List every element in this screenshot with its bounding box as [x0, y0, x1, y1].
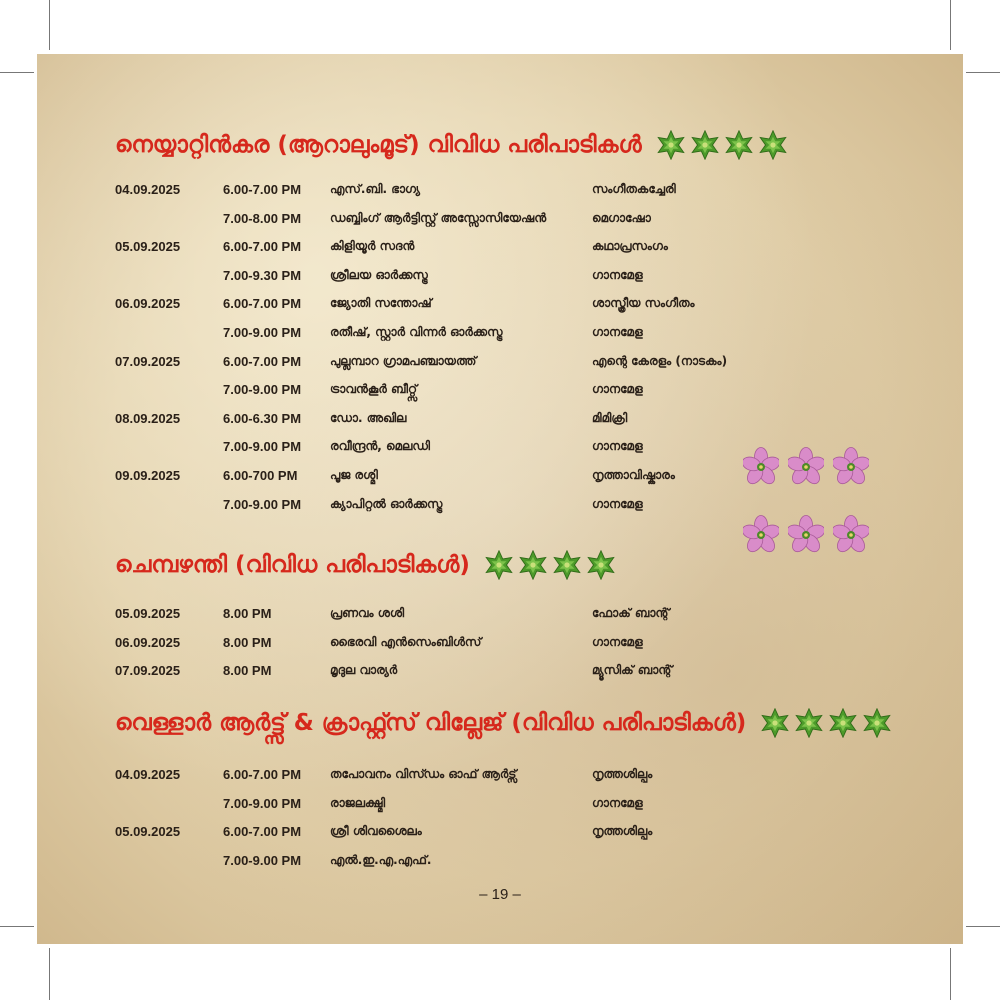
row-performer: തപോവനം വിസ്ഡം ഓഫ് ആർട്സ്	[330, 767, 517, 781]
row-performer: കിളിയൂർ സദൻ	[330, 239, 415, 254]
schedule-row	[115, 602, 915, 626]
star-icon	[552, 550, 582, 580]
schedule-row	[115, 350, 915, 374]
pink-flower-icon	[833, 447, 869, 487]
crop-mark-br-h	[966, 926, 1000, 927]
row-time: 6.00-7.00 PM	[223, 239, 302, 255]
row-time: 8.00 PM	[223, 634, 272, 650]
row-performer: ശ്രീ ശിവശൈലം	[330, 824, 422, 839]
section-title-text: ചെമ്പഴന്തി (വിവിധ പരിപാടികൾ)	[115, 552, 470, 578]
schedule-row	[115, 763, 915, 787]
row-time: 7.00-8.00 PM	[223, 210, 302, 226]
row-performer: ട്രാവൻകൂർ ബീറ്റ്സ്	[330, 382, 418, 397]
row-date: 07.09.2025	[115, 353, 181, 369]
row-performer: എൽ.ഇ.എ.എഫ്.	[330, 852, 432, 867]
schedule-row	[115, 178, 915, 202]
crop-mark-tr-v	[950, 0, 951, 50]
crop-mark-bl-h	[0, 926, 34, 927]
schedule-row	[115, 321, 915, 345]
row-program: നൃത്തശില്പം	[592, 824, 653, 839]
row-program: ഗാനമേള	[592, 382, 643, 397]
crop-mark-tr-h	[966, 72, 1000, 73]
schedule-row	[115, 820, 915, 844]
row-time: 6.00-7.00 PM	[223, 296, 302, 312]
row-performer: മൃദുല വാര്യർ	[330, 663, 398, 678]
row-performer: രവീന്ദ്രൻ, മെലഡി	[330, 439, 431, 454]
schedule-row	[115, 407, 915, 431]
schedule-row	[115, 659, 915, 683]
row-program: മ്യൂസിക് ബാന്റ്	[592, 663, 673, 678]
schedule-row	[115, 264, 915, 288]
row-date: 04.09.2025	[115, 767, 181, 782]
section-title-neyyattinkara	[115, 130, 788, 160]
row-program: സംഗീതകച്ചേരി	[592, 182, 676, 196]
row-program: ഗാനമേള	[592, 795, 643, 810]
schedule-row	[115, 849, 915, 873]
row-date: 08.09.2025	[115, 410, 181, 426]
row-program: നൃത്താവിഷ്കാരം	[592, 468, 675, 482]
row-program: ഗാനമേള	[592, 496, 643, 511]
row-date: 05.09.2025	[115, 239, 181, 255]
crop-mark-bl-v	[49, 948, 50, 1000]
row-program: നൃത്തശില്പം	[592, 767, 653, 781]
star-icon	[862, 708, 892, 738]
row-performer: ഡോ. അഖില	[330, 410, 407, 425]
row-program: കഥാപ്രസംഗം	[592, 239, 668, 254]
crop-mark-tl-v	[49, 0, 50, 50]
row-time: 7.00-9.00 PM	[223, 325, 302, 340]
schedule-row	[115, 235, 915, 259]
row-time: 7.00-9.00 PM	[223, 795, 302, 811]
section-title-chempazhanthi	[115, 550, 616, 580]
pink-flower-icon	[743, 515, 779, 555]
section-title-vellar	[115, 708, 892, 738]
section-stars	[760, 708, 892, 738]
row-program: ഗാനമേള	[592, 267, 643, 282]
row-time: 6.00-7.00 PM	[223, 182, 302, 197]
row-performer: പൂജ രശ്മി	[330, 468, 378, 482]
section-title-text: നെയ്യാറ്റിൻകര (ആറാലുംമൂട്) വിവിധ പരിപാടികൾ	[115, 132, 642, 158]
row-performer: ഡബ്ബിംഗ് ആർട്ടിസ്റ്റ് അസ്സോസിയേഷൻ	[330, 210, 547, 225]
star-icon	[724, 130, 754, 160]
star-icon	[656, 130, 686, 160]
crop-mark-tl-h	[0, 72, 34, 73]
row-time: 6.00-7.00 PM	[223, 767, 302, 782]
star-icon	[518, 550, 548, 580]
row-program: ഫോക് ബാന്റ്	[592, 606, 670, 620]
schedule-row	[115, 292, 915, 316]
star-icon	[484, 550, 514, 580]
row-program: ശാസ്ത്രീയ സംഗീതം	[592, 296, 695, 311]
section-title-text: വെള്ളാർ ആർട്ട്സ് & ക്രാഫ്റ്റ്സ് വില്ലേജ് (വിവിധ പരിപാടികൾ)	[115, 710, 747, 736]
crop-mark-br-v	[950, 948, 951, 1000]
row-time: 7.00-9.00 PM	[223, 439, 302, 455]
row-time: 7.00-9.00 PM	[223, 382, 302, 398]
row-time: 7.00-9.00 PM	[223, 496, 302, 512]
row-program: മിമിക്രി	[592, 410, 628, 425]
row-date: 05.09.2025	[115, 606, 181, 621]
row-program: ഗാനമേള	[592, 634, 643, 649]
row-program: ഗാനമേള	[592, 325, 643, 339]
row-date: 06.09.2025	[115, 296, 181, 312]
row-performer: പുല്ലമ്പാറ ഗ്രാമപഞ്ചായത്ത്	[330, 353, 477, 368]
schedule-row	[115, 792, 915, 816]
row-date: 05.09.2025	[115, 824, 181, 840]
row-time: 6.00-7.00 PM	[223, 824, 302, 840]
row-performer: രതീഷ്, സ്റ്റാർ വിന്നർ ഓർക്കസ്ട്ര	[330, 325, 503, 339]
row-performer: രാജലക്ഷ്മി	[330, 795, 386, 810]
row-date: 09.09.2025	[115, 468, 181, 483]
row-program: ഗാനമേള	[592, 439, 643, 454]
star-icon	[828, 708, 858, 738]
row-performer: പ്രണവം ശശി	[330, 606, 405, 620]
section-stars	[484, 550, 616, 580]
star-icon	[586, 550, 616, 580]
row-time: 8.00 PM	[223, 606, 272, 621]
row-program: മെഗാഷോ	[592, 210, 651, 225]
row-performer: ശ്രീലയ ഓർക്കസ്ട്ര	[330, 267, 428, 282]
section-stars	[656, 130, 788, 160]
schedule-row	[115, 631, 915, 655]
brochure-page	[37, 54, 963, 944]
pink-flower-icon	[833, 515, 869, 555]
row-time: 7.00-9.00 PM	[223, 852, 302, 868]
schedule-row	[115, 493, 915, 517]
row-performer: ഭൈരവി എൻസെംബിൾസ്	[330, 634, 482, 649]
pink-flower-icon	[743, 447, 779, 487]
row-performer: എസ്.ബി. ഭാഗ്യ	[330, 182, 420, 196]
row-time: 8.00 PM	[223, 663, 272, 679]
row-time: 6.00-7.00 PM	[223, 353, 302, 369]
row-time: 7.00-9.30 PM	[223, 267, 302, 283]
pink-flower-icon	[788, 515, 824, 555]
star-icon	[690, 130, 720, 160]
schedule-row	[115, 207, 915, 231]
row-time: 6.00-700 PM	[223, 468, 298, 483]
row-time: 6.00-6.30 PM	[223, 410, 302, 426]
row-performer: ക്യാപിറ്റൽ ഓർക്കസ്ട്ര	[330, 496, 443, 511]
page-number: – 19 –	[479, 886, 521, 903]
pink-flower-icon	[788, 447, 824, 487]
star-icon	[760, 708, 790, 738]
schedule-row	[115, 378, 915, 402]
row-date: 06.09.2025	[115, 634, 181, 650]
star-icon	[794, 708, 824, 738]
row-date: 07.09.2025	[115, 663, 181, 679]
row-date: 04.09.2025	[115, 182, 181, 197]
row-program: എന്റെ കേരളം (നാടകം)	[592, 353, 728, 368]
star-icon	[758, 130, 788, 160]
row-performer: ജ്യോതി സന്തോഷ്	[330, 296, 432, 311]
